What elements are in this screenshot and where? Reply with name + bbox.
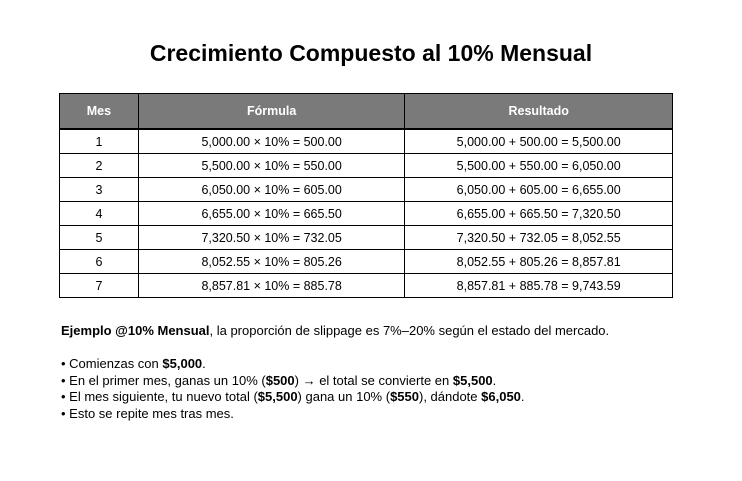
bold-amount: $550	[390, 389, 419, 404]
cell-mes: 6	[60, 250, 139, 274]
list-item-text: Esto se repite mes tras mes.	[69, 405, 234, 421]
explanation-list	[61, 356, 525, 422]
example-note-text: , la proporción de slippage es 7%–20% según el estado del mercado.	[209, 323, 610, 338]
cell-resultado: 7,320.50 + 732.05 = 8,052.55	[405, 226, 673, 250]
table-row	[60, 129, 673, 154]
list-item-text: .	[492, 372, 497, 388]
list-item-text: El mes siguiente, tu nuevo total (	[69, 389, 258, 404]
header-resultado: Resultado	[405, 94, 673, 130]
example-note-bold: Ejemplo @10% Mensual	[61, 323, 210, 338]
bold-amount: $6,050	[481, 389, 521, 404]
table-row	[60, 154, 673, 178]
list-item	[61, 356, 525, 373]
header-formula: Fórmula	[138, 94, 405, 130]
list-item	[61, 373, 525, 390]
table-row	[60, 202, 673, 226]
list-item-text: ) → el total se convierte en	[294, 372, 453, 388]
cell-resultado: 6,050.00 + 605.00 = 6,655.00	[405, 178, 673, 202]
cell-mes: 7	[60, 274, 139, 298]
page-title: Crecimiento Compuesto al 10% Mensual	[149, 40, 593, 66]
bold-amount: $5,500	[257, 389, 298, 404]
cell-formula: 6,050.00 × 10% = 605.00	[138, 178, 405, 202]
bold-amount: $500	[265, 372, 295, 388]
list-item-text: .	[202, 356, 206, 371]
table-row	[60, 250, 673, 274]
list-item-text: Comienzas con	[69, 356, 163, 371]
table-header-row	[60, 94, 673, 130]
list-item	[61, 389, 525, 406]
list-item-text: En el primer mes, ganas un 10% (	[69, 372, 266, 388]
growth-table	[59, 93, 673, 298]
header-mes: Mes	[60, 94, 139, 130]
list-item-text: ), dándote	[418, 389, 482, 404]
list-item	[61, 406, 525, 423]
example-note	[61, 323, 609, 338]
cell-formula: 8,857.81 × 10% = 885.78	[138, 274, 405, 298]
cell-formula: 8,052.55 × 10% = 805.26	[138, 250, 405, 274]
cell-mes: 4	[60, 202, 139, 226]
table-row	[60, 226, 673, 250]
cell-mes: 2	[60, 154, 139, 178]
table-row	[60, 274, 673, 298]
cell-formula: 7,320.50 × 10% = 732.05	[138, 226, 405, 250]
list-item-text: .	[520, 389, 525, 404]
cell-resultado: 8,857.81 + 885.78 = 9,743.59	[405, 274, 673, 298]
bold-amount: $5,500	[452, 372, 493, 388]
cell-formula: 6,655.00 × 10% = 665.50	[138, 202, 405, 226]
cell-resultado: 8,052.55 + 805.26 = 8,857.81	[405, 250, 673, 274]
bold-amount: $5,000	[162, 356, 203, 371]
cell-mes: 1	[60, 129, 139, 154]
table-row	[60, 178, 673, 202]
list-item-text: ) gana un 10% (	[297, 389, 391, 404]
cell-mes: 5	[60, 226, 139, 250]
cell-resultado: 5,000.00 + 500.00 = 5,500.00	[405, 129, 673, 154]
cell-formula: 5,000.00 × 10% = 500.00	[138, 129, 405, 154]
table-body	[60, 129, 673, 298]
cell-mes: 3	[60, 178, 139, 202]
cell-resultado: 6,655.00 + 665.50 = 7,320.50	[405, 202, 673, 226]
cell-resultado: 5,500.00 + 550.00 = 6,050.00	[405, 154, 673, 178]
cell-formula: 5,500.00 × 10% = 550.00	[138, 154, 405, 178]
